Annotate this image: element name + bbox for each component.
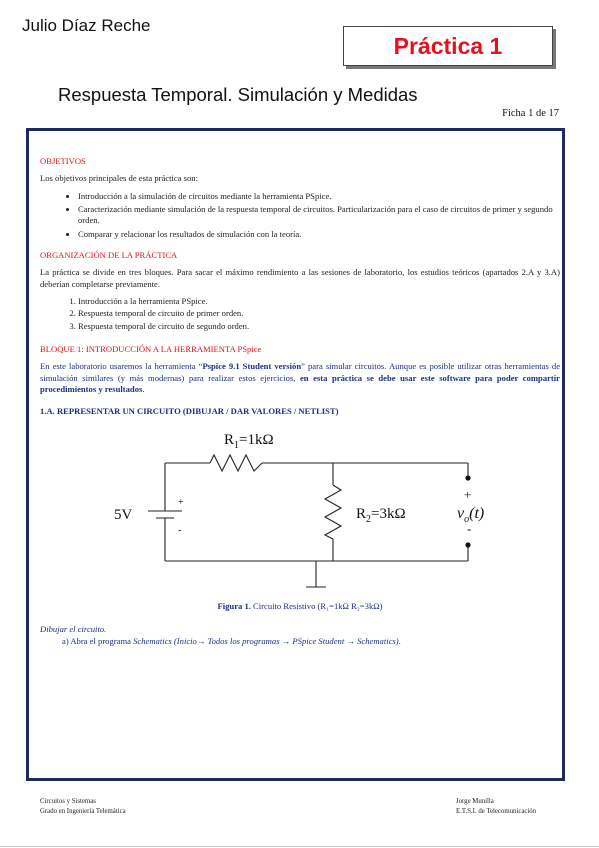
objetivos-heading: OBJETIVOS	[40, 156, 86, 166]
document-title: Respuesta Temporal. Simulación y Medidas	[58, 84, 418, 105]
page-counter: Ficha 1 de 17	[502, 108, 559, 119]
source-plus: +	[178, 496, 184, 508]
list-item: • Caracterización mediante simulación de la respuesta temporal de circuitos. Particularización para el caso de circuitos de primer y segundo orden.	[78, 204, 560, 227]
output-minus: -	[467, 520, 472, 536]
resistor-r1-symbol	[210, 455, 262, 471]
step-a-program: Schematics	[133, 635, 172, 646]
list-item: 1. Introducción a la herramienta PSpice.	[78, 296, 560, 307]
step-a-path: (Inicio→ Todos los programas → PSpice Student → Schematics)	[171, 635, 399, 646]
footer-left	[40, 797, 126, 816]
bloque1-text-end: .	[142, 384, 145, 395]
list-item: 3. Respuesta temporal de circuito de segundo orden.	[78, 321, 560, 332]
footer-degree: Grado en Ingeniería Telemática	[40, 807, 126, 815]
list-item: • Comparar y relacionar los resultados de simulación con la teoría.	[78, 229, 560, 240]
section-1a-heading: 1.A. REPRESENTAR UN CIRCUITO (DIBUJAR / DAR VALORES / NETLIST)	[40, 405, 339, 416]
bloque1-paragraph	[40, 361, 560, 395]
step-a-prefix: a) Abra el programa	[62, 635, 134, 646]
objetivos-list	[40, 191, 560, 240]
dibujar-step-a	[40, 636, 560, 647]
practica-title-box	[343, 26, 553, 66]
author-name: Julio Díaz Reche	[22, 16, 151, 35]
resistor-r2-symbol	[325, 485, 341, 539]
footer-school: E.T.S.I. de Telecomunicación	[456, 807, 537, 815]
footer-author: Jorge Munilla	[456, 798, 494, 805]
organizacion-list	[40, 296, 560, 332]
figure-caption-text: Circuito Resistivo (R₁=1kΩ R₂=3kΩ)	[250, 600, 383, 611]
objetivos-intro: Los objetivos principales de esta práctica son:	[40, 173, 198, 184]
figure-caption	[40, 601, 560, 612]
organizacion-intro: La práctica se divide en tres bloques. Para sacar el máximo rendimiento a las sesiones de laboratorio, los estudios teóricos (apartados 2.A y 3.A) deberían completarse previamente.	[40, 267, 560, 289]
list-item: • Introducción a la simulación de circuitos mediante la herramienta PSpice.	[78, 191, 560, 202]
organizacion-heading: ORGANIZACIÓN DE LA PRÁCTICA	[40, 250, 178, 261]
bloque1-text-emphasis: en esta práctica se debe usar este software para poder compartir procedimientos y resultados	[40, 372, 560, 395]
source-minus: -	[178, 524, 182, 536]
terminal-top-dot	[465, 475, 470, 480]
r1-label: $R_1=1k\Omega$	[224, 431, 274, 451]
bloque1-software-name: Pspice 9.1 Student versión	[202, 361, 302, 372]
step-a-end: .	[398, 635, 401, 646]
vo-label: $v_o(t)$	[457, 504, 485, 525]
bloque1-heading: BLOQUE 1: INTRODUCCIÓN A LA HERRAMIENTA PSpice	[40, 344, 262, 355]
footer-course: Circuitos y Sistemas	[40, 798, 96, 805]
circuit-diagram	[40, 421, 560, 599]
bloque1-text-start: En este laboratorio usaremos la herramienta “	[40, 361, 203, 372]
practica-title: Práctica 1	[393, 32, 503, 59]
terminal-bottom-dot	[465, 542, 470, 547]
page-content	[40, 156, 560, 647]
footer-right	[456, 797, 536, 816]
source-label: 5V	[114, 506, 133, 523]
output-plus: +	[464, 486, 472, 502]
list-item: 2. Respuesta temporal de circuito de primer orden.	[78, 308, 560, 319]
r2-label: $R_2=3k\Omega$	[356, 505, 406, 525]
dibujar-heading: Dibujar el circuito.	[40, 624, 107, 635]
page-edge-divider	[0, 846, 599, 847]
bloque1-text-mid: ” para simular circuitos. Aunque es posible utilizar otras herramientas de simulación similares (y más modernas) para realizar estos ejercicios,	[40, 361, 561, 383]
figure-label: Figura 1.	[217, 600, 251, 611]
